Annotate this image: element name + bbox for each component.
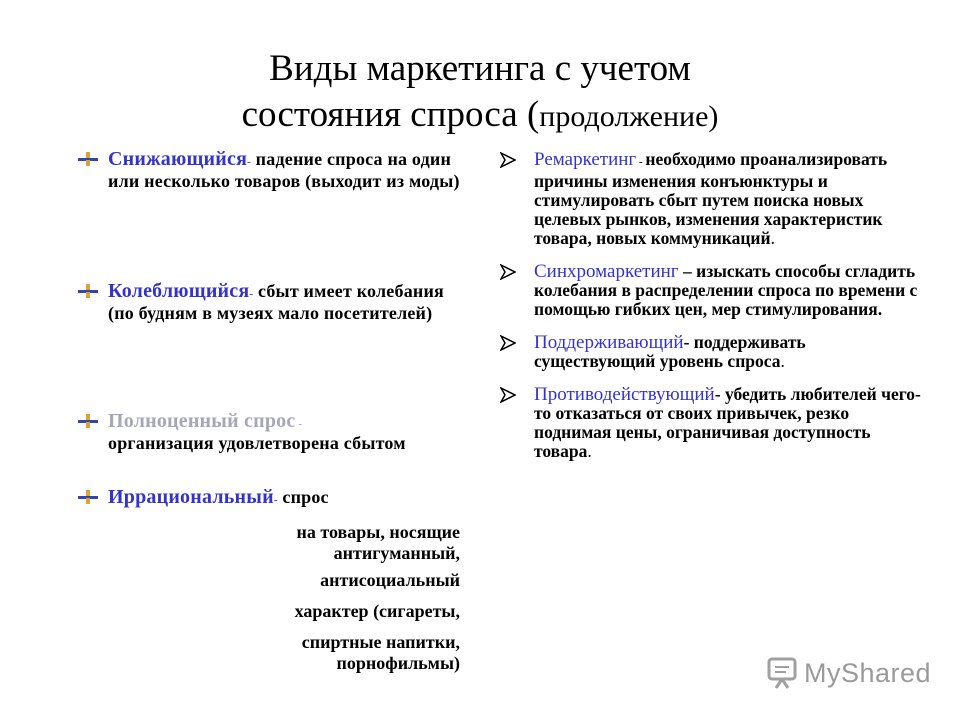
item-lead: Противодействующий (534, 384, 715, 405)
item-body: спрос (277, 487, 329, 507)
pinwheel-bullet-icon (78, 152, 98, 166)
item-body: необходимо проанализировать причины изменения конъюнктуры и стимулировать сбыт путем поиска новых целевых рынков, изменения характеристик товара, новых коммуникаций (534, 149, 888, 248)
item-lead: Синхромаркетинг (534, 261, 679, 282)
item-dash: - (714, 384, 725, 404)
item-dash: - (249, 288, 254, 300)
item-lead: Иррациональный (108, 486, 274, 508)
pinwheel-bullet-icon (78, 284, 98, 298)
item-dash: – (678, 261, 697, 281)
irrational-continuation-3: характер (сигареты, (294, 601, 460, 621)
right-item-remarketing (494, 150, 926, 248)
item-dash: - (247, 156, 251, 168)
item-lead: Снижающийся (108, 148, 248, 170)
title-line-2-main: состояния спроса ( (241, 94, 540, 135)
right-item-supporting (494, 333, 926, 371)
title-line-2 (120, 92, 840, 140)
right-item-synchromarketing (494, 262, 926, 319)
logo-text: MyShared (804, 658, 932, 688)
pinwheel-bullet-icon (78, 414, 98, 428)
item-lead: Полноценный спрос (108, 410, 296, 432)
item-body: падение спроса на один или несколько товаров (выходит из моды) (108, 149, 460, 191)
arrowhead-bullet-icon (500, 152, 516, 168)
item-end: . (780, 351, 785, 371)
irrational-continuation-4: спиртные напитки, (301, 632, 460, 652)
left-item-fluctuating (78, 282, 470, 323)
item-end: . (770, 228, 775, 248)
left-item-text (108, 488, 470, 510)
item-body: сбыт имеет колебания (по будням в музеях мало посетителей) (108, 281, 444, 323)
item-lead: Поддерживающий (534, 332, 684, 353)
item-lead: Ремаркетинг (534, 149, 637, 170)
slide-title (120, 46, 840, 140)
arrowhead-bullet-icon (500, 387, 516, 403)
item-body: поддерживать существующий уровень спроса (534, 332, 806, 371)
item-dash: - (295, 418, 303, 430)
item-dash: - (636, 156, 646, 168)
item-dash: - (683, 332, 694, 352)
presentation-board-icon (766, 656, 800, 690)
right-item-counteracting (494, 385, 926, 461)
left-item-text (108, 282, 470, 323)
left-item-declining (78, 150, 470, 191)
title-line-1: Виды маркетинга с учетом (269, 48, 691, 89)
left-item-text (108, 150, 470, 191)
left-item-irrational (78, 488, 470, 510)
arrowhead-bullet-icon (500, 264, 516, 280)
item-body: изыскать способы сгладить колебания в распределении спроса по времени с помощью гибких цен, мер стимулирования. (534, 261, 918, 319)
left-item-full-demand (78, 412, 470, 453)
title-line-2-small: продолжение) (539, 100, 719, 133)
item-lead: Колеблющийся (108, 280, 250, 302)
pinwheel-bullet-icon (78, 490, 98, 504)
arrowhead-bullet-icon (500, 335, 516, 351)
item-body: организация удовлетворена сбытом (108, 433, 406, 453)
item-end: . (587, 441, 592, 461)
item-dash: - (273, 494, 278, 506)
myshared-logo (766, 656, 932, 692)
right-column (494, 150, 926, 475)
irrational-continuation-2: антисоциальный (320, 570, 460, 590)
irrational-continuation-1: на товары, носящие антигуманный, (296, 522, 460, 563)
item-body: убедить любителей чего-то отказаться от своих привычек, резко поднимая цены, ограничивая доступность товара (534, 384, 921, 461)
irrational-continuation-5: порнофильмы) (336, 653, 460, 673)
left-item-text (108, 412, 470, 453)
